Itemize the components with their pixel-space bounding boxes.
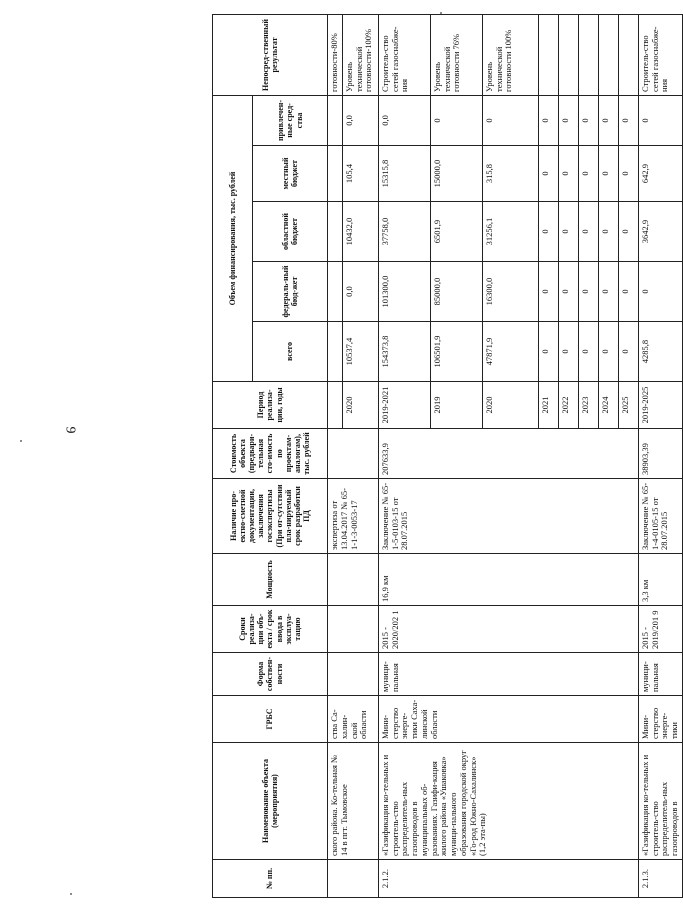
cell-local: 0	[618, 146, 638, 202]
header-result: Непосред-ственный результат	[213, 14, 328, 95]
table-row	[328, 14, 343, 897]
cell-total: 0	[538, 322, 558, 382]
header-capacity: Мощность	[213, 554, 328, 606]
cell-result: Уровень технической готовности 100%	[482, 14, 538, 95]
cell-regional: 0	[598, 202, 618, 262]
cell-ownership: муници-пальная	[638, 653, 682, 696]
header-total: всего	[253, 322, 328, 382]
cell-year: 2019	[430, 382, 482, 429]
header-funding: Объем финансирования, тыс. рублей	[213, 95, 253, 381]
budget-table-sheet	[212, 15, 680, 898]
cell-regional: 0	[538, 202, 558, 262]
cell-attracted: 0,0	[378, 95, 430, 145]
cell-total: 0	[578, 322, 598, 382]
cell-federal: 0	[618, 262, 638, 322]
cell-regional: 0	[578, 202, 598, 262]
cell-local: 642,9	[638, 146, 682, 202]
cell-local: 105,4	[342, 146, 378, 202]
cell-attracted: 0,0	[342, 95, 378, 145]
cell-name: «Газификация ко-тельных и строитель-ство распределитель-ных газопроводов в муниципальных об-разованиях. Газифи-кация жилого района «Ушаковка» муници-пального образования городской округ «Го-род Южно-Сахалинск» (1,2 эта-пы)	[378, 743, 638, 860]
header-attracted: привлечен-ные сред-ства	[253, 95, 328, 145]
cell-total: 106501,9	[430, 322, 482, 382]
cell-local: 0	[578, 146, 598, 202]
cell-psd: Заключение № 65-1-4-0105-15 от 28.07.2015	[638, 479, 682, 554]
cell-year: 2021	[538, 382, 558, 429]
cell-total: 0	[598, 322, 618, 382]
cell-capacity: 16,9 км	[378, 554, 638, 606]
cell-year: 2023	[578, 382, 598, 429]
header-regional: областной бюджет	[253, 202, 328, 262]
cell-year: 2019-2021	[378, 382, 430, 429]
scan-speck	[440, 12, 442, 14]
cell-num: 2.1.3.	[638, 860, 682, 898]
header-local: местный бюджет	[253, 146, 328, 202]
cell-federal: 16300,0	[482, 262, 538, 322]
cell-attracted: 0	[482, 95, 538, 145]
header-psd: Наличие про-ектно-сметной документации, заключения госэкспертизы (При от-сутствии пла-нируемый срок разработки ПД	[213, 479, 328, 554]
cell-attracted: 0	[430, 95, 482, 145]
cell-year: 2019-2025	[638, 382, 682, 429]
cell-psd: экспертиза от 13.04.2017 № 65-1-1-3-0053-17	[328, 479, 379, 554]
cell-local: 15315,8	[378, 146, 430, 202]
cell-federal: 101300,0	[378, 262, 430, 322]
cell-result	[558, 14, 578, 95]
cell-total: 10537,4	[342, 322, 378, 382]
cell-federal: 0	[578, 262, 598, 322]
cell-local: 15000,0	[430, 146, 482, 202]
cell-result: готовности-80%	[328, 14, 343, 95]
cell-result: Уровень технической готовности-100%	[342, 14, 378, 95]
cell-attracted: 0	[598, 95, 618, 145]
cell-year: 2020	[482, 382, 538, 429]
header-period: Период реализа-ции, годы	[213, 382, 328, 429]
header-num: № пп.	[213, 860, 328, 898]
cell-grbs: ства Са-халин-ской области	[328, 696, 379, 743]
header-name: Наименование объекта (мероприятия)	[213, 743, 328, 860]
cell-attracted: 0	[558, 95, 578, 145]
cell-federal: 85000,0	[430, 262, 482, 322]
scan-speck	[70, 893, 72, 895]
cell-local: 315,8	[482, 146, 538, 202]
cell-regional: 0	[618, 202, 638, 262]
cell-federal: 0	[598, 262, 618, 322]
cell-total: 47871,9	[482, 322, 538, 382]
header-ownership: Форма собствен-ности	[213, 653, 328, 696]
cell-year: 2024	[598, 382, 618, 429]
cell-federal: 0	[638, 262, 682, 322]
cell-federal: 0	[538, 262, 558, 322]
cell-terms: 2015 - 2019/201 9	[638, 606, 682, 653]
cell-result	[598, 14, 618, 95]
header-federal: федераль-ный бюд-жет	[253, 262, 328, 322]
cell-regional: 37758,0	[378, 202, 430, 262]
cell-result	[538, 14, 558, 95]
cell-federal: 0	[558, 262, 578, 322]
cell-result: Строитель-ство сетей газоснабже-ния	[638, 14, 682, 95]
cell-cost: 207633,9	[378, 429, 638, 479]
cell-result	[618, 14, 638, 95]
cell-year: 2022	[558, 382, 578, 429]
cell-num: 2.1.2.	[378, 860, 638, 898]
cell-result: Уровень технической готовности 76%	[430, 14, 482, 95]
cell-regional: 0	[558, 202, 578, 262]
cell-name: ского района. Ко-тельная № 14 в пгт. Тымовское	[328, 743, 379, 860]
cell-year: 2025	[618, 382, 638, 429]
cell-attracted: 0	[578, 95, 598, 145]
cell-regional: 31256,1	[482, 202, 538, 262]
scan-speck	[20, 440, 22, 442]
table-row	[378, 14, 430, 897]
cell-grbs: Мини-стерство энерге-тики	[638, 696, 682, 743]
cell-cost: 38903,39	[638, 429, 682, 479]
cell-attracted: 0	[638, 95, 682, 145]
page-number: 9	[62, 426, 78, 434]
cell-attracted: 0	[618, 95, 638, 145]
cell-local: 0	[558, 146, 578, 202]
cell-name: «Газификация ко-тельных и строитель-ство распределитель-ных газопроводов в	[638, 743, 682, 860]
cell-psd: Заключение № 65-1-5-0103-15 от 28.07.2015	[378, 479, 638, 554]
cell-result	[578, 14, 598, 95]
header-cost: Стоимость объекта (предвари-тельная сто-имость по проектам-аналогам), тыс. рублей	[213, 429, 328, 479]
cell-result: Строитель-ство сетей газоснабже-ния	[378, 14, 430, 95]
cell-capacity: 3,3 км	[638, 554, 682, 606]
cell-local: 0	[538, 146, 558, 202]
cell-year: 2020	[342, 382, 378, 429]
cell-regional: 10432,0	[342, 202, 378, 262]
header-grbs: ГРБС	[213, 696, 328, 743]
cell-terms: 2015 - 2020/202 1	[378, 606, 638, 653]
cell-regional: 6501,9	[430, 202, 482, 262]
cell-federal: 0,0	[342, 262, 378, 322]
cell-local: 0	[598, 146, 618, 202]
cell-attracted: 0	[538, 95, 558, 145]
table-row	[638, 14, 682, 897]
header-terms: Сроки реализа-ции объ-екта / срок ввода в эксплуа-тацию	[213, 606, 328, 653]
cell-total: 4285,8	[638, 322, 682, 382]
cell-total: 154373,8	[378, 322, 430, 382]
cell-regional: 3642,9	[638, 202, 682, 262]
investment-table	[212, 14, 683, 898]
cell-total: 0	[558, 322, 578, 382]
cell-grbs: Мини-стерство энерге-тики Саха-линской области	[378, 696, 638, 743]
cell-ownership: муници-пальная	[378, 653, 638, 696]
cell-total: 0	[618, 322, 638, 382]
